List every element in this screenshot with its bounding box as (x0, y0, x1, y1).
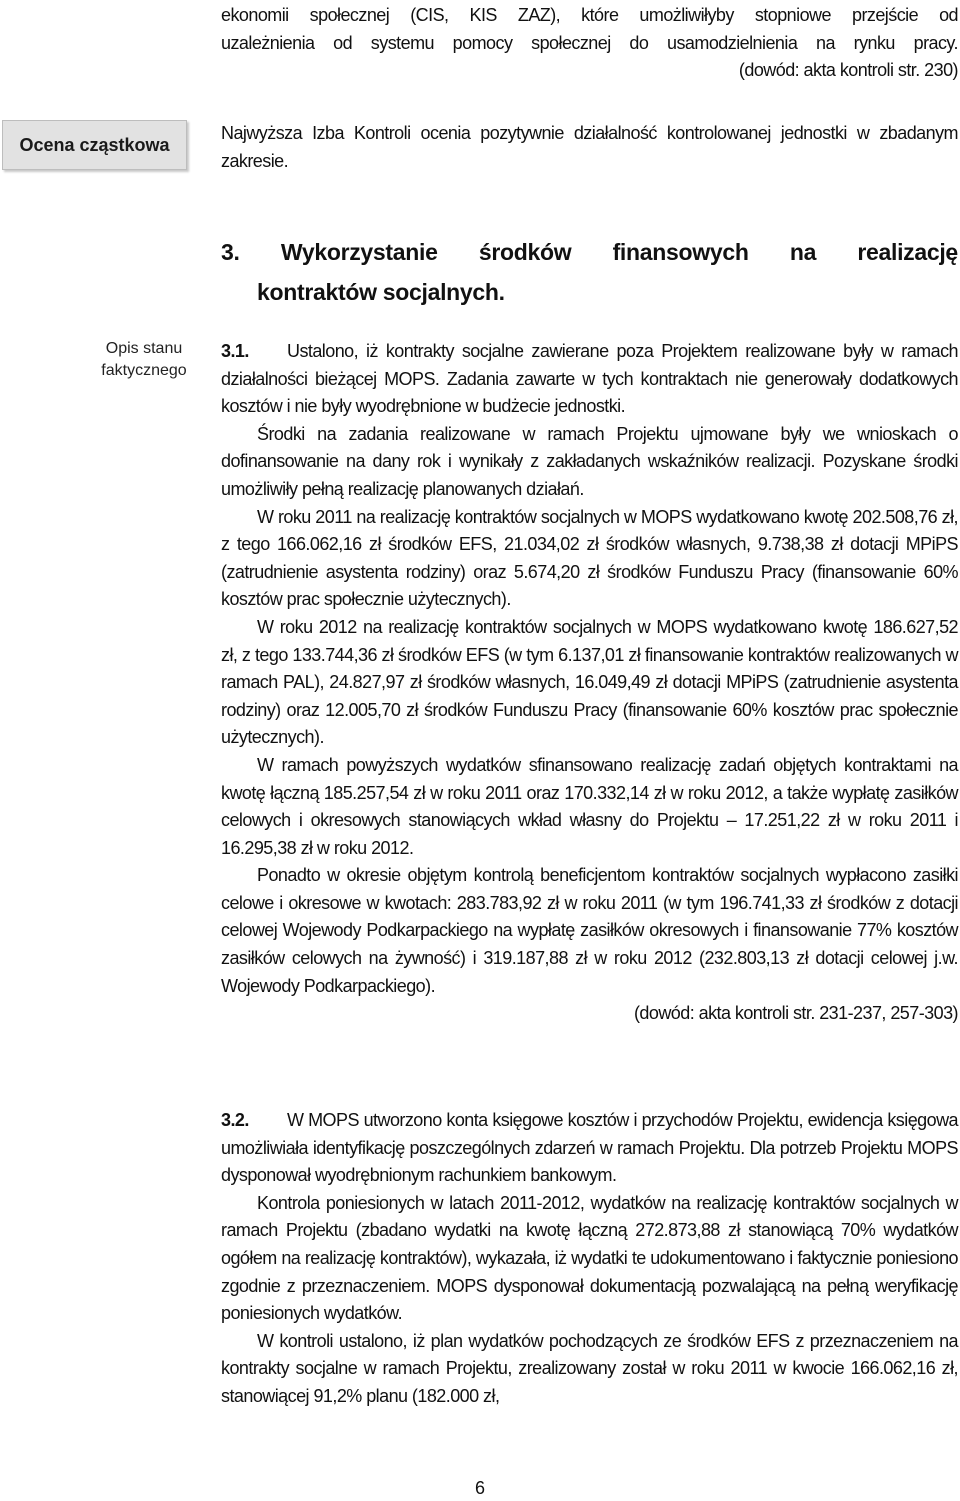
heading-word-1: Wykorzystanie (280, 239, 438, 265)
intro-block (221, 2, 958, 85)
heading-word-5: realizację (857, 239, 958, 265)
assessment-label-box (2, 120, 187, 170)
side-label-facts: Opis stanu faktycznego (101, 340, 187, 379)
paragraph-number: 3.2. (221, 1110, 249, 1130)
paragraph: W ramach powyższych wydatków sfinansowano realizację zadań objętych kontraktami na kwotę łączną 185.257,54 zł w roku 2011 oraz 170.332,14 zł w roku 2012, a także wypłatę zasiłków celowych i okresowych stanowiących wkład własny do Projektu – 17.251,22 zł w roku 2011 i 16.295,38 zł w roku 2012. (221, 754, 958, 858)
evidence-note: (dowód: akta kontroli str. 230) (738, 60, 958, 81)
intro-line-2: uzależnienia od systemu pomocy społecznej do usamodzielnienia na rynku pracy. (221, 32, 958, 53)
assessment-text: Najwyższa Izba Kontroli ocenia pozytywnie działalność kontrolowanej jednostki w zbadanym zakresie. (221, 123, 958, 171)
paragraph: Ponadto w okresie objętym kontrolą beneficjentom kontraktów socjalnych wypłacono zasiłki celowe i okresowe w kwotach: 283.783,92 zł w roku 2011 (w tym 196.741,33 zł środków z dotacji celowej Wojewody Podkarpackiego na wypłatę zasiłków okresowych i finansowanie 77% kosztów zasiłków celowych na żywność) i 319.187,88 zł w roku 2012 (232.803,13 zł dotacji celowej j.w. Wojewody Podkarpackiego). (221, 865, 958, 996)
section-heading-line-1 (221, 232, 958, 272)
paragraph (221, 1107, 958, 1190)
paragraph: Środki na zadania realizowane w ramach Projektu ujmowane były we wnioskach o dofinansowanie na dany rok i wynikały z zakładanych wskaźników realizacji. Pozyskane środki umożliwiły pełną realizację planowanych działań. (221, 423, 958, 499)
section-3-1 (221, 338, 958, 1028)
page-number: 6 (474, 1478, 485, 1498)
paragraph (221, 338, 958, 421)
evidence-note: (dowód: akta kontroli str. 231-237, 257-303) (633, 1003, 958, 1024)
section-heading-line-2: kontraktów socjalnych. (257, 279, 505, 305)
paragraph-number: 3.1. (221, 341, 249, 361)
intro-line-1: ekonomii społecznej (CIS, KIS ZAZ), które umożliwiłyby stopniowe przejście od (221, 5, 958, 25)
heading-word-2: środków (478, 239, 572, 265)
paragraph: W kontroli ustalono, iż plan wydatków pochodzących ze środków EFS z przeznaczeniem na kontrakty socjalne w ramach Projektu, zrealizowany został w roku 2011 w kwocie 166.062,16 zł, stanowiącej 91,2% planu (182.000 zł, (221, 1330, 958, 1406)
paragraph-text: W MOPS utworzono konta księgowe kosztów i przychodów Projektu, ewidencja księgowa umożliwiała identyfikację poszczególnych zdarzeń w ramach Projektu. Dla potrzeb Projektu MOPS dysponował wyodrębnionym rachunkiem bankowym. (221, 1110, 958, 1186)
assessment-text-block (221, 120, 958, 175)
heading-word-4: na (789, 239, 817, 265)
paragraph: W roku 2012 na realizację kontraktów socjalnych w MOPS wydatkowano kwotę 186.627,52 zł, z tego 133.744,36 zł środków EFS (w tym 6.137,01 zł finansowanie kontraktów realizowanych w ramach PAL), 24.827,97 zł środków własnych, 16.049,49 zł dotacji MPiPS (zatrudnienie asystenta rodziny) oraz 12.005,70 zł środków Funduszu Pracy (finansowanie 60% kosztów prac społecznie użytecznych). (221, 616, 958, 748)
paragraph: W roku 2011 na realizację kontraktów socjalnych w MOPS wydatkowano kwotę 202.508,76 zł, z tego 166.062,16 zł środków EFS, 21.034,02 zł środków własnych, 9.738,38 zł dotacji MPiPS (zatrudnienie asystenta rodziny) oraz 5.674,20 zł środków Funduszu Pracy (finansowanie 60% kosztów prac społecznie użytecznych). (221, 506, 958, 610)
paragraph: Kontrola poniesionych w latach 2011-2012, wydatków na realizację kontraktów socjalnych w ramach Projektu (zbadano wydatki na kwotę łączną 272.873,88 zł stanowiącą 70% wydatków ogółem na realizację kontraktów), wykazała, iż wydatki te udokumentowano i faktycznie poniesiono zgodnie z przeznaczeniem. MOPS dysponował dokumentacją pozwalającą na pełną weryfikację poniesionych wydatków. (221, 1192, 958, 1324)
heading-word-3: finansowych (612, 239, 749, 265)
assessment-label: Ocena cząstkowa (19, 134, 170, 155)
paragraph-text: Ustalono, iż kontrakty socjalne zawierane poza Projektem realizowane były w ramach działalności bieżącej MOPS. Zadania zawarte w tych kontraktach nie generowały dodatkowych kosztów i nie były wyodrębnione w budżecie jednostki. (221, 341, 958, 417)
section-3-2 (221, 1107, 958, 1411)
section-heading (221, 232, 958, 312)
section-number: 3. (221, 239, 240, 265)
